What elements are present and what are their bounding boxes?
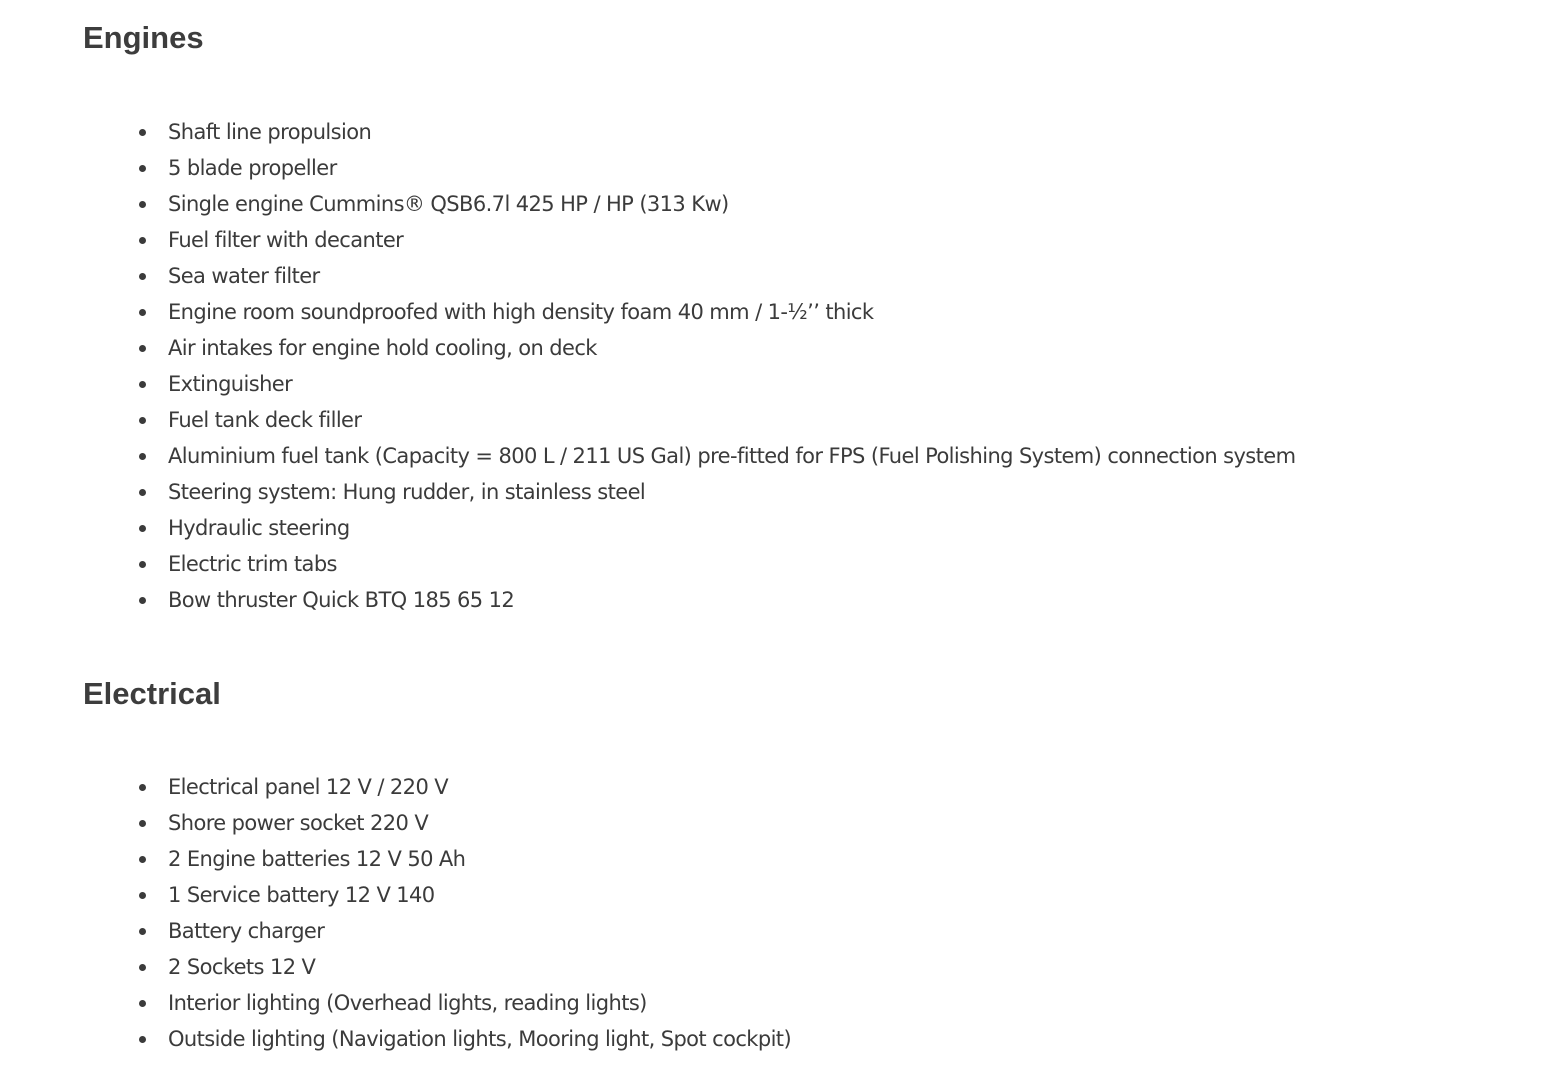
list-item-text: Engine room soundproofed with high density foam 40 mm / 1-½’’ thick [168, 300, 874, 324]
bullet-icon [139, 381, 146, 388]
list-item-text: Bow thruster Quick BTQ 185 65 12 [168, 588, 515, 612]
bullet-icon [139, 201, 146, 208]
bullet-icon [139, 856, 146, 863]
list-item [83, 877, 791, 913]
list-item-text: 1 Service battery 12 V 140 [168, 883, 435, 907]
bullet-icon [139, 273, 146, 280]
list-item [83, 510, 1295, 546]
list-item [83, 841, 791, 877]
list-item [83, 985, 791, 1021]
list-item-text: 5 blade propeller [168, 156, 337, 180]
list-item [83, 222, 1295, 258]
list-item-text: Shaft line propulsion [168, 120, 372, 144]
list-item [83, 114, 1295, 150]
bullet-icon [139, 964, 146, 971]
list-item-text: Electrical panel 12 V / 220 V [168, 775, 449, 799]
bullet-icon [139, 928, 146, 935]
list-item [83, 150, 1295, 186]
bullet-icon [139, 237, 146, 244]
bullet-icon [139, 489, 146, 496]
list-item [83, 546, 1295, 582]
list-item-text: Outside lighting (Navigation lights, Mooring light, Spot cockpit) [168, 1027, 792, 1051]
bullet-icon [139, 597, 146, 604]
list-item-text: Single engine Cummins® QSB6.7l 425 HP / HP (313 Kw) [168, 192, 729, 216]
list-item [83, 438, 1295, 474]
list-item-text: 2 Sockets 12 V [168, 955, 316, 979]
list-item [83, 330, 1295, 366]
list-item [83, 258, 1295, 294]
list-item-text: Electric trim tabs [168, 552, 337, 576]
bullet-icon [139, 784, 146, 791]
list-item-text: Hydraulic steering [168, 516, 350, 540]
list-item [83, 769, 791, 805]
list-item-text: Extinguisher [168, 372, 293, 396]
bullet-icon [139, 345, 146, 352]
bullet-icon [139, 309, 146, 316]
list-item [83, 913, 791, 949]
electrical-list [83, 769, 791, 1057]
bullet-icon [139, 892, 146, 899]
list-item-text: Air intakes for engine hold cooling, on deck [168, 336, 597, 360]
list-item-text: Battery charger [168, 919, 325, 943]
list-item [83, 1021, 791, 1057]
list-item-text: Interior lighting (Overhead lights, reading lights) [168, 991, 647, 1015]
list-item [83, 402, 1295, 438]
list-item-text: Fuel tank deck filler [168, 408, 362, 432]
electrical-heading: Electrical [83, 676, 221, 711]
list-item [83, 366, 1295, 402]
bullet-icon [139, 417, 146, 424]
list-item [83, 294, 1295, 330]
bullet-icon [139, 1036, 146, 1043]
list-item [83, 805, 791, 841]
list-item [83, 949, 791, 985]
list-item-text: Aluminium fuel tank (Capacity = 800 L / 211 US Gal) pre-fitted for FPS (Fuel Polishing System) connection system [168, 444, 1296, 468]
engines-heading: Engines [83, 20, 204, 55]
list-item-text: Steering system: Hung rudder, in stainless steel [168, 480, 646, 504]
list-item-text: Sea water filter [168, 264, 320, 288]
engines-list [83, 114, 1295, 618]
bullet-icon [139, 129, 146, 136]
list-item-text: 2 Engine batteries 12 V 50 Ah [168, 847, 466, 871]
list-item [83, 186, 1295, 222]
bullet-icon [139, 165, 146, 172]
bullet-icon [139, 1000, 146, 1007]
list-item-text: Fuel filter with decanter [168, 228, 404, 252]
list-item [83, 474, 1295, 510]
bullet-icon [139, 525, 146, 532]
bullet-icon [139, 561, 146, 568]
bullet-icon [139, 453, 146, 460]
list-item-text: Shore power socket 220 V [168, 811, 429, 835]
bullet-icon [139, 820, 146, 827]
list-item [83, 582, 1295, 618]
